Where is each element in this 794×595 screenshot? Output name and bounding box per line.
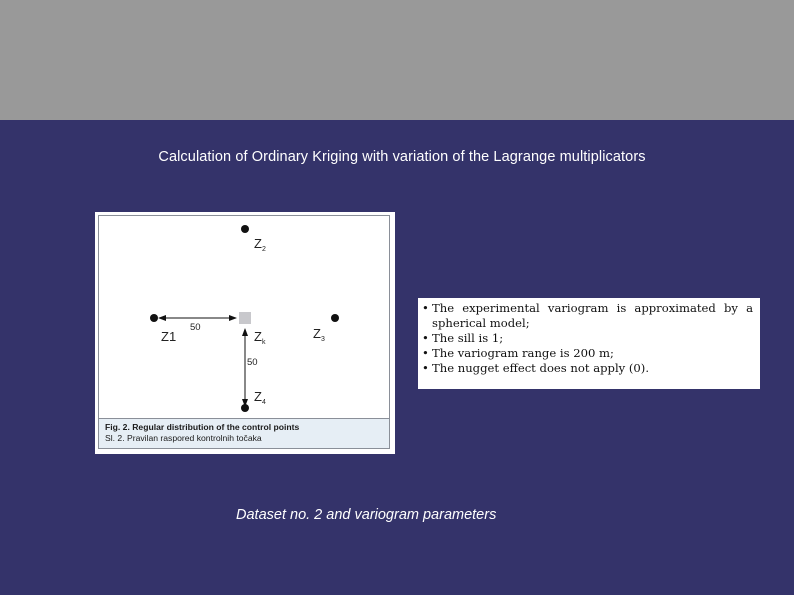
list-item-text: The sill is 1;: [432, 331, 504, 345]
control-point-z1: [150, 314, 158, 322]
vertical-distance-label: 50: [247, 357, 258, 368]
bullet-icon: •: [422, 301, 429, 315]
list-item-text: The variogram range is 200 m;: [432, 346, 614, 360]
variogram-parameters-list: [418, 298, 760, 389]
label-zk: $Z_k$: [254, 329, 266, 346]
caption-english: Fig. 2. Regular distribution of the control points: [105, 422, 300, 432]
control-point-z4: [241, 404, 249, 412]
label-z4: $Z_4$: [254, 389, 266, 406]
bullet-icon: •: [422, 346, 429, 360]
list-item-text: The nugget effect does not apply (0).: [432, 361, 650, 375]
list-item: [422, 301, 753, 331]
figure-frame: [98, 215, 390, 449]
point-layout-diagram: [99, 216, 390, 420]
list-item: [422, 331, 753, 346]
label-z3: $Z_3$: [313, 326, 325, 343]
label-z2: $Z_2$: [254, 236, 266, 253]
figure-caption: [99, 418, 389, 448]
list-item-text: spherical model;: [432, 316, 530, 330]
control-point-z2: [241, 225, 249, 233]
list-item-text: The experimental variogram is approximated by a: [432, 301, 753, 315]
slide-subtitle: Dataset no. 2 and variogram parameters: [236, 507, 497, 523]
horizontal-distance-label: 50: [190, 322, 201, 333]
label-z1: Z1: [161, 329, 177, 344]
top-band: [0, 0, 794, 120]
list-item: [422, 346, 753, 361]
caption-croatian: Sl. 2. Pravilan raspored kontrolnih točaka: [105, 432, 262, 443]
figure-box: [95, 212, 395, 454]
slide-title: Calculation of Ordinary Kriging with variation of the Lagrange multiplicators: [158, 149, 646, 165]
list-item: [422, 361, 753, 376]
control-point-z3: [331, 314, 339, 322]
bullet-icon: •: [422, 331, 429, 345]
bullet-icon: •: [422, 361, 429, 375]
estimated-point-zk: [239, 312, 251, 324]
